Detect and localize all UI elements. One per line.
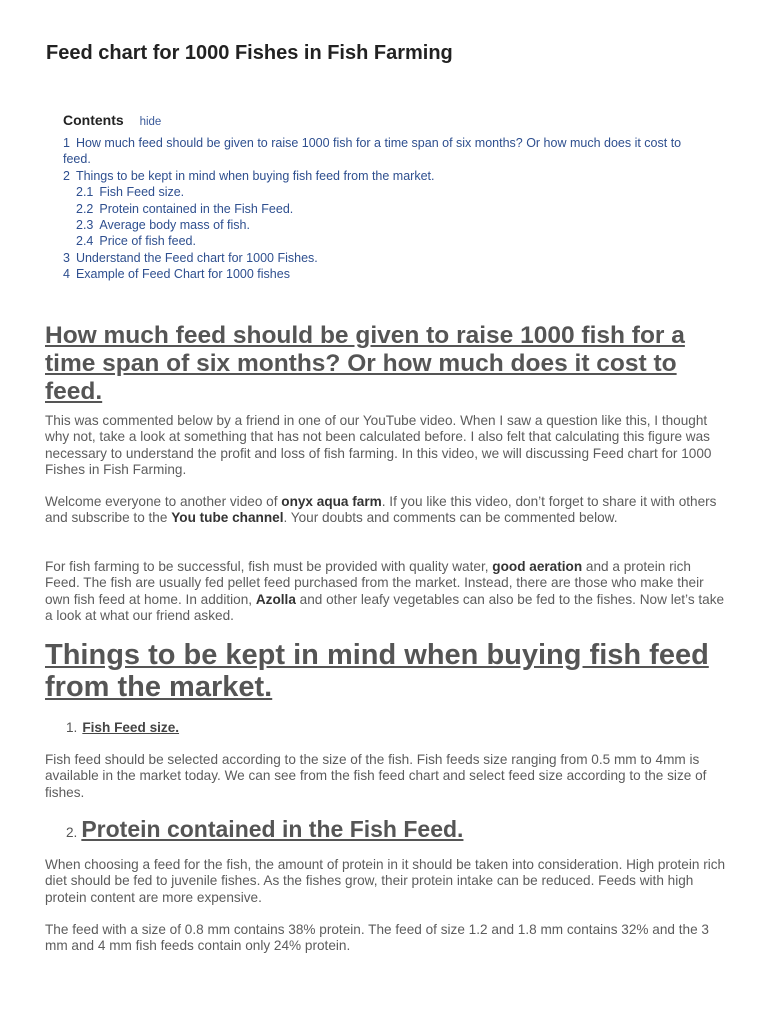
toc-item-number: 2.4 (76, 234, 94, 249)
intro-paragraph: This was commented below by a friend in one of our YouTube video. When I saw a question like this, I thought why not, take a look at something that has not been calculated before. I also felt that calculating this figure was necessary to understand the profit and loss of fish farming. In this video, we will discussing Feed chart for 1000 Fishes in Fish Farming. (45, 413, 712, 478)
toc-item[interactable] (63, 135, 703, 168)
toc-subitem[interactable] (63, 201, 703, 217)
bold-text-good-aeration: good aeration (492, 559, 583, 574)
toc-header (63, 111, 703, 131)
page-title: Feed chart for 1000 Fishes in Fish Farming (46, 42, 453, 64)
toc-item-text: Price of fish feed. (99, 234, 196, 249)
toc-subitem[interactable] (63, 233, 703, 249)
toc-item-number: 2 (63, 168, 70, 183)
table-of-contents (63, 111, 703, 283)
toc-title: Contents (63, 112, 124, 128)
protein-paragraph: When choosing a feed for the fish, the amount of protein in it should be taken into consideration. High protein rich diet should be fed to juvenile fishes. As the fishes grow, their protein intake can be reduced. Feeds with high protein content are more expensive. (45, 857, 726, 905)
list-number: 1. (66, 720, 78, 735)
text-run: and a protein rich Feed. The fish are usually fed pellet feed purchased from the market. Instead, there are those who make their own fish feed at home. In addition, (45, 559, 704, 607)
toc-item-text: Fish Feed size. (99, 185, 185, 200)
toc-item-text: Example of Feed Chart for 1000 fishes (75, 267, 290, 282)
toc-item-number: 3 (63, 250, 70, 265)
section-heading-feed-amount: How much feed should be given to raise 1000 fish for a time span of six months? Or how much does it cost to feed. (45, 322, 685, 405)
toc-item-text: How much feed should be given to raise 1000 fish for a time span of six months? Or how much does it cost to feed. (63, 136, 682, 167)
protein-values-paragraph: The feed with a size of 0.8 mm contains 38% protein. The feed of size 1.2 and 1.8 mm contains 32% and the 3 mm and 4 mm fish feeds contain only 24% protein. (45, 922, 709, 954)
text-run: Welcome everyone to another video of (45, 494, 282, 509)
text-run: . Your doubts and comments can be commented below. (283, 510, 618, 526)
text-run: . If you like this video, don’t forget to share it with others and subscribe to the (45, 494, 717, 526)
feed-size-paragraph: Fish feed should be selected according to the size of the fish. Fish feeds size ranging from 0.5 mm to 4mm is available in the market today. We can see from the fish feed chart and select feed size according to the size of fishes. (45, 752, 707, 800)
bold-text-youtube-channel: You tube channel (171, 510, 284, 526)
toc-list (63, 135, 703, 283)
toc-item-number: 2.3 (76, 218, 94, 233)
toc-item-text: Things to be kept in mind when buying fish feed from the market. (75, 168, 435, 183)
welcome-paragraph (45, 494, 729, 527)
toc-item[interactable] (63, 266, 703, 282)
list-item-protein (66, 814, 463, 848)
section-heading-buying-tips: Things to be kept in mind when buying fish feed from the market. (45, 639, 709, 703)
toc-item[interactable] (63, 250, 703, 266)
list-number: 2. (66, 825, 78, 840)
text-run: and other leafy vegetables can also be fed to the fishes. Now let’s take a look at what our friend asked. (45, 591, 725, 624)
toc-item[interactable] (63, 168, 703, 184)
toc-subitem[interactable] (63, 184, 703, 200)
toc-hide-link[interactable]: hide (139, 116, 162, 128)
toc-item-number: 4 (63, 267, 70, 282)
toc-item-text: Understand the Feed chart for 1000 Fishes. (75, 250, 318, 265)
bold-text-azolla: Azolla (255, 591, 296, 607)
subheading-feed-size: Fish Feed size. (82, 720, 180, 735)
list-item-feed-size (66, 719, 179, 737)
toc-item-number: 1 (63, 136, 70, 150)
toc-item-number: 2.2 (76, 201, 94, 216)
farming-paragraph (45, 559, 729, 625)
toc-item-number: 2.1 (76, 185, 94, 200)
subheading-protein: Protein contained in the Fish Feed. (81, 816, 464, 842)
toc-subitem[interactable] (63, 217, 703, 233)
text-run: For fish farming to be successful, fish must be provided with quality water, (45, 559, 493, 574)
toc-item-text: Protein contained in the Fish Feed. (99, 201, 294, 216)
toc-item-text: Average body mass of fish. (99, 218, 250, 233)
bold-text-onyx-aqua-farm: onyx aqua farm (281, 494, 382, 509)
